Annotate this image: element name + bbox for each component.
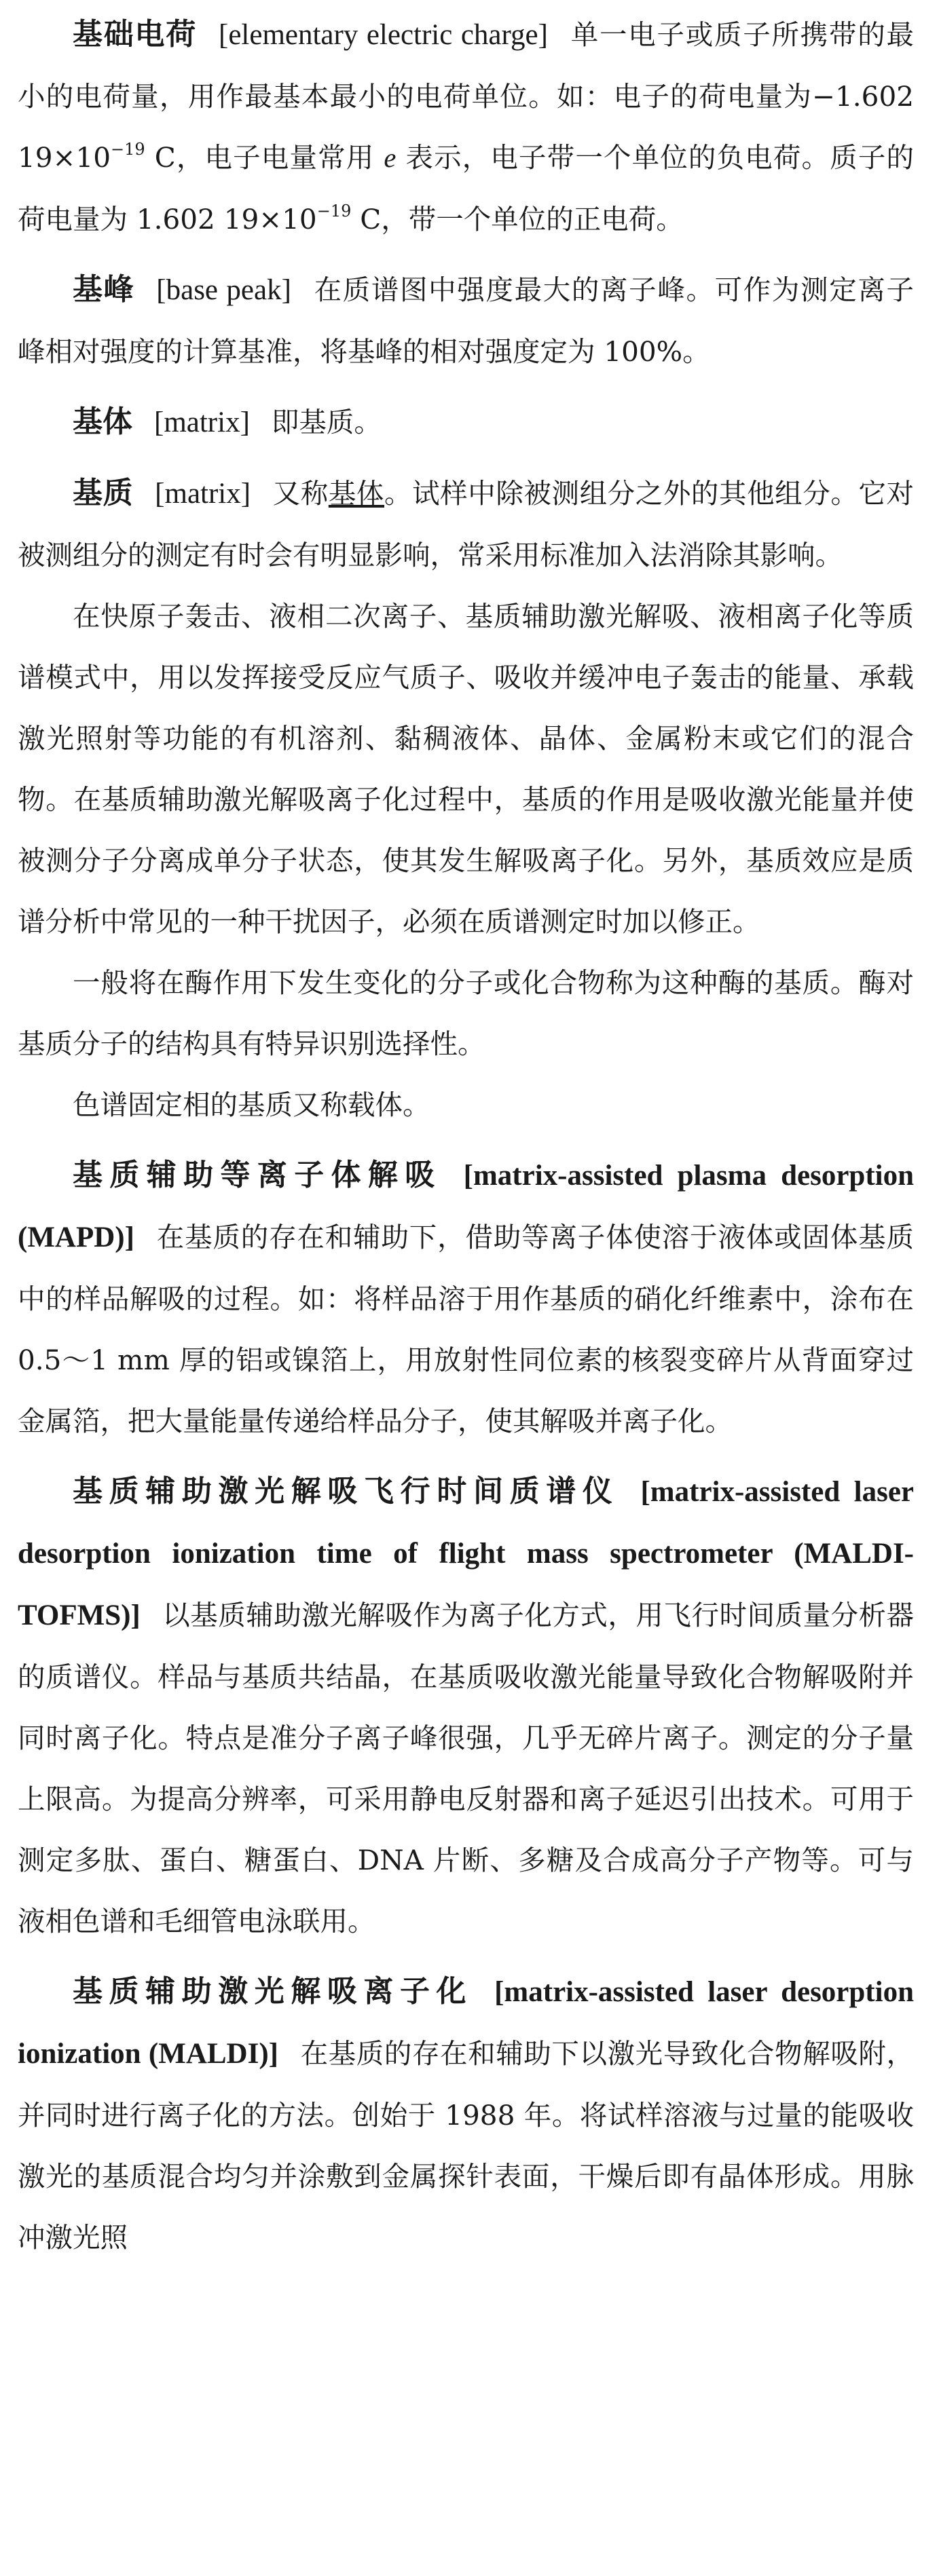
entry-text: 单一电子或质子所携带的最小的电荷量，用作最基本最小的电荷单位。如：电子的荷电量为−1.602 19×10 [18,18,914,174]
entry-elementary-charge [18,4,914,250]
cross-reference-link[interactable]: 基体 [328,477,384,510]
entry-paragraph [18,259,914,382]
entry-text: 在质谱图中强度最大的离子峰。可作为测定离子峰相对强度的计算基准，将基峰的相对强度定为 100%。 [18,273,915,368]
entry-english: [matrix-assisted plasma desorption (MAPD)] [18,1160,915,1253]
entry-text: 以基质辅助激光解吸作为离子化方式，用飞行时间质量分析器的质谱仪。样品与基质共结晶，在基质吸收激光能量导致化合物解吸附并同时离子化。特点是准分子离子峰很强，几乎无碎片离子。测定的分子量上限高。为提高分辨率，可采用静电反射器和离子延迟引出技术。可用于测定多肽、蛋白、糖蛋白、DNA 片断、多糖及合成高分子产物等。可与液相色谱和毛细管电泳联用。 [18,1599,914,1937]
entry-maldi-tofms [18,1461,914,1952]
entry-paragraph: 一般将在酶作用下发生变化的分子或化合物称为这种酶的基质。酶对基质分子的结构具有特异识别选择性。 [18,966,914,1060]
entry-matrix-jizhi [18,463,914,1135]
entry-text: 。试样中除被测组分之外的其他组分。它对被测组分的测定有时会有明显影响，常采用标准加入法消除其影响。 [18,477,915,571]
exponent: −19 [111,139,145,159]
entry-english: [matrix-assisted laser desorption ionization time of flight mass spectrometer (MALDI-TOFMS)] [18,1476,914,1631]
entry-matrix-jiti [18,392,914,453]
entry-paragraph: 色谱固定相的基质又称载体。 [73,1088,430,1121]
dictionary-page [18,4,914,2268]
entry-paragraph [18,463,914,586]
entry-paragraph [18,1145,914,1452]
entry-english: [matrix] [154,406,250,438]
entry-text: 即基质。 [271,406,382,438]
entry-term: 基础电荷 [73,17,198,52]
entry-term: 基质辅助激光解吸离子化 [73,1974,473,2009]
entry-paragraph [18,4,914,250]
entry-base-peak [18,259,914,382]
entry-text: 表示，电子带一个单位的负电荷。质子的荷电量为 1.602 19×10 [18,141,914,235]
entry-term: 基体 [73,404,132,439]
entry-text: 在基质的存在和辅助下，借助等离子体使溶于液体或固体基质中的样品解吸的过程。如：将样品溶于用作基质的硝化纤维素中，涂布在 0.5～1 mm 厚的铝或镍箔上，用放射性同位素的核裂变碎片从背面穿过金属箔，把大量能量传递给样品分子，使其解吸并离子化。 [18,1221,914,1437]
entry-english: [elementary electric charge] [219,19,548,51]
entry-text: C，电子电量常用 [145,141,384,174]
entry-mapd [18,1145,914,1452]
entry-paragraph [18,1461,914,1952]
entry-term: 基质辅助激光解吸飞行时间质谱仪 [73,1474,619,1509]
symbol-e: e [384,143,397,173]
entry-term: 基峰 [73,272,135,307]
entry-text: 在基质的存在和辅助下以激光导致化合物解吸附，并同时进行离子化的方法。创始于 1988 年。将试样溶液与过量的能吸收激光的基质混合均匀并涂敷到金属探针表面，干燥后即有晶体形成。用脉冲激光照 [18,2037,915,2254]
entry-paragraph: 在快原子轰击、液相二次离子、基质辅助激光解吸、液相离子化等质谱模式中，用以发挥接受反应气质子、吸收并缓冲电子轰击的能量、承载激光照射等功能的有机溶剂、黏稠液体、晶体、金属粉末或它们的混合物。在基质辅助激光解吸离子化过程中，基质的作用是吸收激光能量并使被测分子分离成单分子状态，使其发生解吸离子化。另外，基质效应是质谱分析中常见的一种干扰因子，必须在质谱测定时加以修正。 [18,600,914,938]
entry-paragraph [18,392,914,453]
exponent: −19 [316,201,352,221]
entry-term: 基质辅助等离子体解吸 [73,1158,442,1192]
entry-english: [base peak] [156,274,291,306]
entry-english: [matrix-assisted laser desorption ionization (MALDI)] [18,1976,914,2070]
entry-paragraph [18,1961,914,2268]
entry-text: 又称 [272,477,329,510]
entry-maldi [18,1961,914,2268]
entry-term: 基质 [73,476,134,510]
entry-english: [matrix] [155,478,251,510]
entry-text: C，带一个单位的正电荷。 [351,203,684,235]
